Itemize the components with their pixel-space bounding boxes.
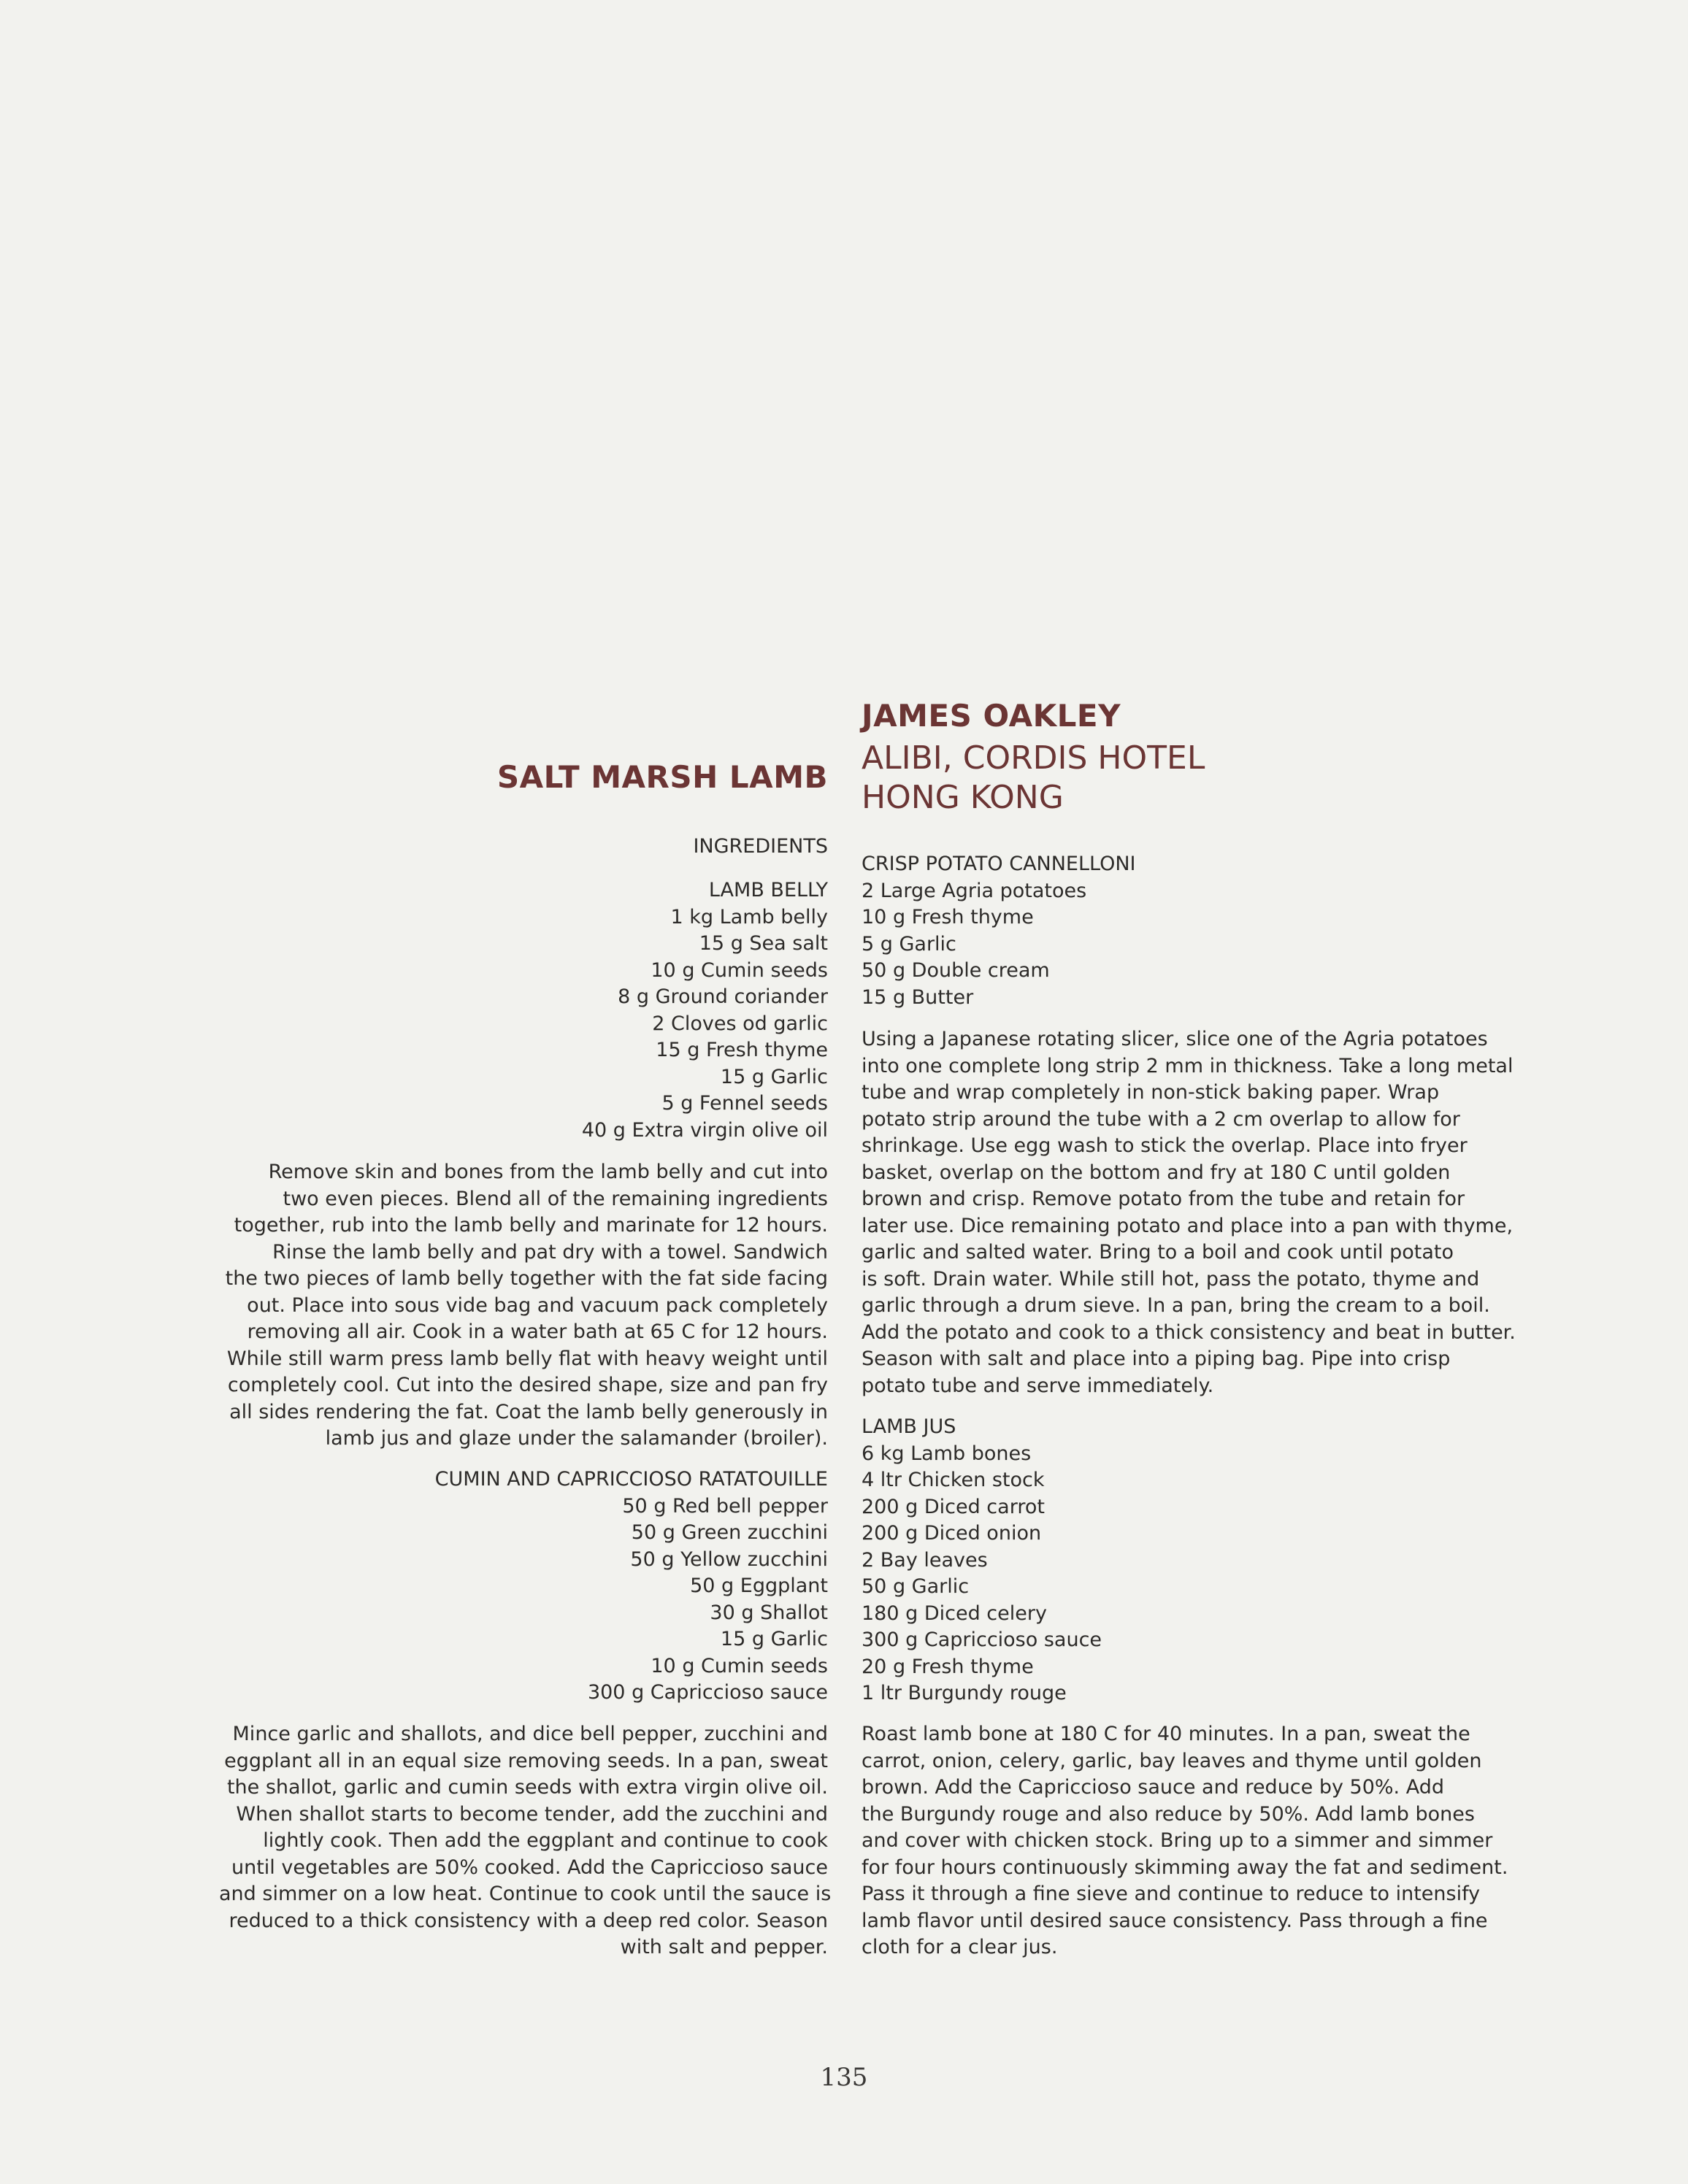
ingredient-item: 20 g Fresh thyme xyxy=(862,1655,1034,1678)
method-line: until vegetables are 50% cooked. Add the Capriccioso sauce xyxy=(231,1856,828,1879)
ingredients-heading: INGREDIENTS xyxy=(693,835,828,858)
ingredient-item: 200 g Diced onion xyxy=(862,1522,1042,1545)
method-line: shrinkage. Use egg wash to stick the overlap. Place into fryer xyxy=(862,1134,1468,1157)
method-line: out. Place into sous vide bag and vacuum pack completely xyxy=(247,1293,828,1317)
method-line: the shallot, garlic and cumin seeds with extra virgin olive oil. xyxy=(226,1776,828,1799)
ratatouille-ingredients xyxy=(219,1466,828,1707)
method-line: removing all air. Cook in a water bath at 65 C for 12 hours. xyxy=(247,1320,828,1343)
ingredient-item: 2 Large Agria potatoes xyxy=(862,879,1087,902)
method-line: lamb flavor until desired sauce consistency. Pass through a fine xyxy=(862,1909,1488,1932)
venue-line: ALIBI, CORDIS HOTEL xyxy=(862,739,1205,777)
ingredient-item: 2 Cloves od garlic xyxy=(652,1012,828,1035)
method-line: lamb jus and glaze under the salamander (broiler). xyxy=(325,1427,828,1450)
lamb-belly-ingredients xyxy=(219,877,828,1144)
venue-line: HONG KONG xyxy=(862,779,1064,816)
page-number: 135 xyxy=(820,2063,868,2092)
ingredient-item: 180 g Diced celery xyxy=(862,1602,1047,1625)
ingredient-item: 50 g Double cream xyxy=(862,959,1050,982)
lamb-jus-ingredients xyxy=(862,1414,1481,1707)
chef-venue xyxy=(862,739,1205,818)
method-line: lightly cook. Then add the eggplant and continue to cook xyxy=(263,1829,828,1852)
ingredient-item: 15 g Sea salt xyxy=(699,932,828,955)
ingredient-item: 30 g Shallot xyxy=(710,1601,828,1624)
ingredient-item: 4 ltr Chicken stock xyxy=(862,1469,1045,1491)
method-line: Remove skin and bones from the lamb belly and cut into xyxy=(268,1161,828,1183)
section-heading-cannelloni: CRISP POTATO CANNELLONI xyxy=(862,853,1136,875)
method-line: Season with salt and place into a piping bag. Pipe into crisp xyxy=(862,1347,1451,1370)
ingredient-item: 2 Bay leaves xyxy=(862,1548,988,1572)
method-line: Roast lamb bone at 180 C for 40 minutes. In a pan, sweat the xyxy=(862,1723,1470,1745)
ingredient-item: 300 g Capriccioso sauce xyxy=(587,1681,828,1704)
method-line: all sides rendering the fat. Coat the lamb belly generously in xyxy=(229,1400,828,1423)
ingredient-item: 10 g Cumin seeds xyxy=(651,958,828,982)
ingredient-item: 15 g Fresh thyme xyxy=(656,1039,828,1061)
section-heading-lamb-jus: LAMB JUS xyxy=(862,1415,956,1438)
ingredient-item: 8 g Ground coriander xyxy=(618,985,828,1008)
method-line: potato strip around the tube with a 2 cm overlap to allow for xyxy=(862,1107,1460,1131)
ingredient-item: 200 g Diced carrot xyxy=(862,1495,1045,1518)
method-line: completely cool. Cut into the desired shape, size and pan fry xyxy=(227,1374,828,1396)
method-line: Mince garlic and shallots, and dice bell pepper, zucchini and xyxy=(232,1723,828,1745)
method-line: Pass it through a fine sieve and continue to reduce to intensify xyxy=(862,1883,1481,1905)
method-line: Add the potato and cook to a thick consistency and beat in butter. xyxy=(862,1320,1516,1344)
ingredient-item: 5 g Fennel seeds xyxy=(661,1092,828,1115)
method-line: with salt and pepper. xyxy=(620,1936,828,1958)
ratatouille-method xyxy=(219,1721,832,1961)
method-line: carrot, onion, celery, garlic, bay leaves and thyme until golden xyxy=(862,1749,1482,1772)
method-line: potato tube and serve immediately. xyxy=(862,1374,1214,1397)
ingredient-item: 40 g Extra virgin olive oil xyxy=(581,1118,828,1142)
method-line: two even pieces. Blend all of the remaining ingredients xyxy=(283,1187,828,1210)
ingredient-item: 50 g Yellow zucchini xyxy=(630,1547,828,1571)
ingredient-item: 10 g Cumin seeds xyxy=(651,1654,828,1677)
ingredient-item: 50 g Eggplant xyxy=(690,1574,828,1597)
method-line: brown. Add the Capriccioso sauce and reduce by 50%. Add xyxy=(862,1776,1444,1799)
ingredient-item: 1 ltr Burgundy rouge xyxy=(862,1682,1067,1704)
method-line: cloth for a clear jus. xyxy=(862,1936,1058,1958)
method-line: and simmer on a low heat. Continue to cook until the sauce is xyxy=(219,1883,832,1905)
method-line: garlic through a drum sieve. In a pan, bring the cream to a boil. xyxy=(862,1294,1490,1317)
ingredient-item: 1 kg Lamb belly xyxy=(670,905,828,928)
lamb-belly-method xyxy=(219,1159,828,1453)
method-line: later use. Dice remaining potato and place into a pan with thyme, xyxy=(862,1214,1514,1237)
recipe-title: SALT MARSH LAMB xyxy=(496,759,828,795)
ingredient-item: 15 g Butter xyxy=(862,985,974,1009)
method-line: When shallot starts to become tender, add the zucchini and xyxy=(236,1802,828,1826)
method-line: for four hours continuously skimming away the fat and sediment. xyxy=(862,1856,1508,1879)
method-line: reduced to a thick consistency with a deep red color. Season xyxy=(229,1909,828,1932)
method-line: and cover with chicken stock. Bring up to a simmer and simmer xyxy=(862,1829,1493,1852)
method-line: into one complete long strip 2 mm in thickness. Take a long metal xyxy=(862,1054,1514,1077)
ingredient-item: 300 g Capriccioso sauce xyxy=(862,1629,1102,1651)
method-line: Using a Japanese rotating slicer, slice one of the Agria potatoes xyxy=(862,1028,1488,1050)
ingredient-item: 10 g Fresh thyme xyxy=(862,906,1034,928)
cannelloni-ingredients xyxy=(862,851,1481,1011)
method-line: is soft. Drain water. While still hot, pass the potato, thyme and xyxy=(862,1267,1480,1291)
ingredient-item: 6 kg Lamb bones xyxy=(862,1442,1032,1465)
cannelloni-method xyxy=(862,1026,1516,1399)
lamb-jus-method xyxy=(862,1721,1508,1961)
ingredient-item: 15 g Garlic xyxy=(720,1628,828,1650)
method-line: the Burgundy rouge and also reduce by 50%. Add lamb bones xyxy=(862,1802,1475,1826)
method-line: garlic and salted water. Bring to a boil and cook until potato xyxy=(862,1241,1454,1264)
ingredient-item: 15 g Garlic xyxy=(720,1065,828,1088)
section-heading-lamb-belly: LAMB BELLY xyxy=(708,879,828,901)
ingredient-item: 50 g Garlic xyxy=(862,1575,970,1598)
method-line: together, rub into the lamb belly and marinate for 12 hours. xyxy=(234,1214,828,1237)
method-line: basket, overlap on the bottom and fry at 180 C until golden xyxy=(862,1161,1451,1184)
method-line: eggplant all in an equal size removing seeds. In a pan, sweat xyxy=(224,1749,828,1772)
section-heading-ratatouille: CUMIN AND CAPRICCIOSO RATATOUILLE xyxy=(434,1468,828,1491)
method-line: the two pieces of lamb belly together with the fat side facing xyxy=(225,1267,828,1290)
method-line: While still warm press lamb belly flat with heavy weight until xyxy=(226,1347,828,1370)
chef-name: JAMES OAKLEY xyxy=(862,698,1121,734)
ingredient-item: 50 g Red bell pepper xyxy=(622,1494,828,1518)
method-line: Rinse the lamb belly and pat dry with a towel. Sandwich xyxy=(272,1240,828,1264)
ingredient-item: 50 g Green zucchini xyxy=(631,1521,828,1544)
ingredient-item: 5 g Garlic xyxy=(862,932,956,956)
method-line: brown and crisp. Remove potato from the tube and retain for xyxy=(862,1188,1465,1210)
method-line: tube and wrap completely in non-stick baking paper. Wrap xyxy=(862,1081,1440,1104)
